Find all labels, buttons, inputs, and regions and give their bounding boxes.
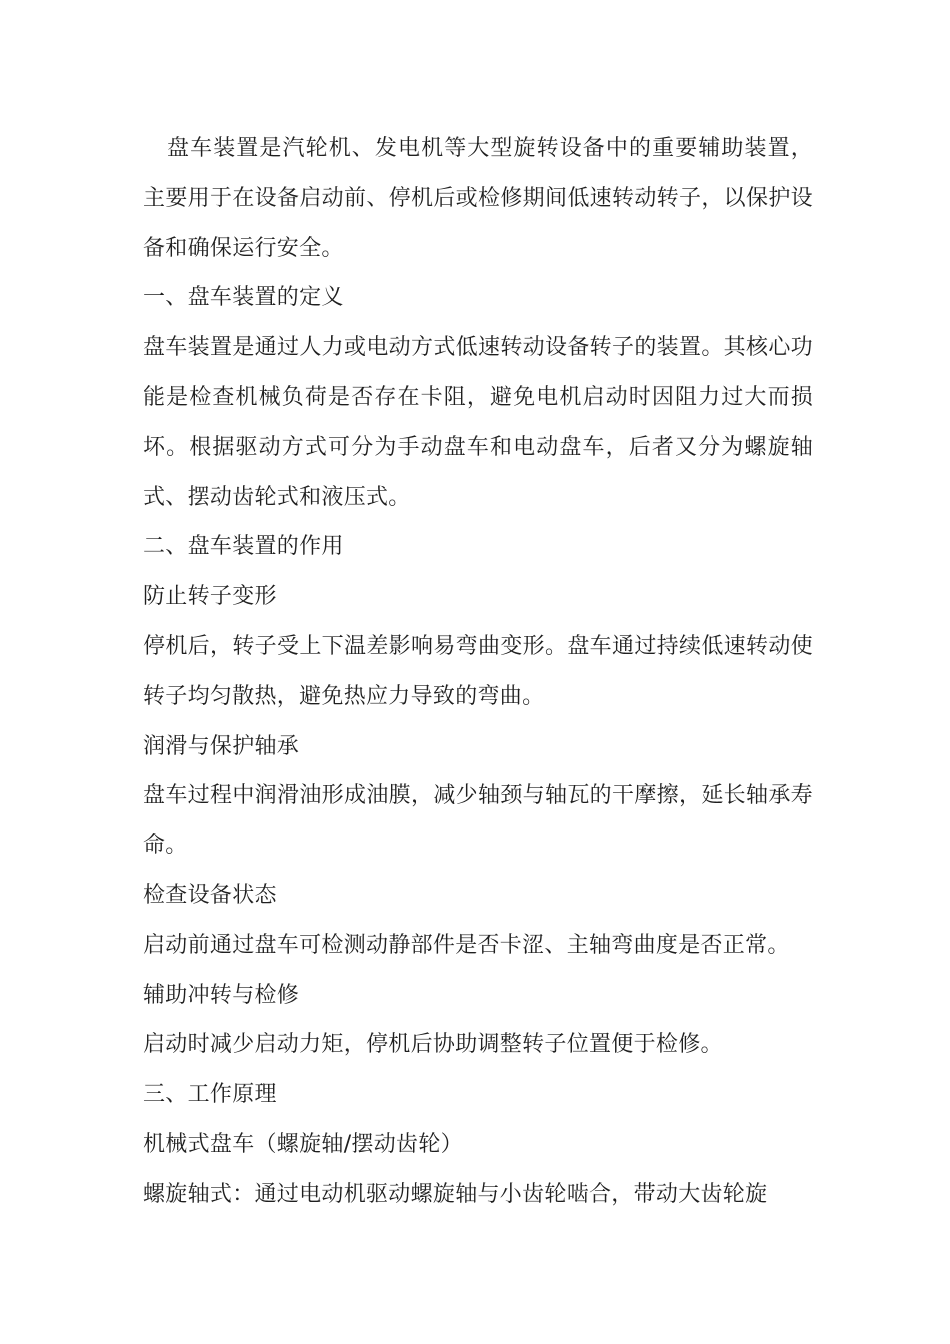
- prevent-deformation-paragraph: 停机后，转子受上下温差影响易弯曲变形。盘车通过持续低速转动使转子均匀散热，避免热应力导致的弯曲。: [143, 633, 813, 709]
- section-heading-principle: 三、工作原理: [143, 1082, 277, 1108]
- definition-paragraph: 盘车装置是通过人力或电动方式低速转动设备转子的装置。其核心功能是检查机械负荷是否存在卡阻，避免电机启动时因阻力过大而损坏。根据驱动方式可分为手动盘车和电动盘车，后者又分为螺旋轴式、摆动齿轮式和液压式。: [143, 335, 813, 510]
- intro-paragraph: 盘车装置是汽轮机、发电机等大型旋转设备中的重要辅助装置，主要用于在设备启动前、停机后或检修期间低速转动转子，以保护设备和确保运行安全。: [143, 136, 813, 261]
- assist-paragraph: 启动时减少启动力矩，停机后协助调整转子位置便于检修。: [143, 1032, 723, 1058]
- subheading-inspection: 检查设备状态: [143, 882, 277, 908]
- lubrication-paragraph: 盘车过程中润滑油形成油膜，减少轴颈与轴瓦的干摩擦，延长轴承寿命。: [143, 783, 813, 859]
- mechanical-paragraph: 螺旋轴式：通过电动机驱动螺旋轴与小齿轮啮合，带动大齿轮旋: [143, 1181, 768, 1207]
- inspection-paragraph: 启动前通过盘车可检测动静部件是否卡涩、主轴弯曲度是否正常。: [143, 932, 790, 958]
- subheading-prevent-deformation: 防止转子变形: [143, 584, 277, 610]
- subheading-lubrication: 润滑与保护轴承: [143, 733, 300, 759]
- section-heading-definition: 一、盘车装置的定义: [143, 285, 344, 311]
- document-body: [143, 124, 813, 1220]
- subheading-assist: 辅助冲转与检修: [143, 982, 300, 1008]
- subheading-mechanical: 机械式盘车（螺旋轴/摆动齿轮）: [143, 1131, 463, 1157]
- section-heading-functions: 二、盘车装置的作用: [143, 534, 344, 560]
